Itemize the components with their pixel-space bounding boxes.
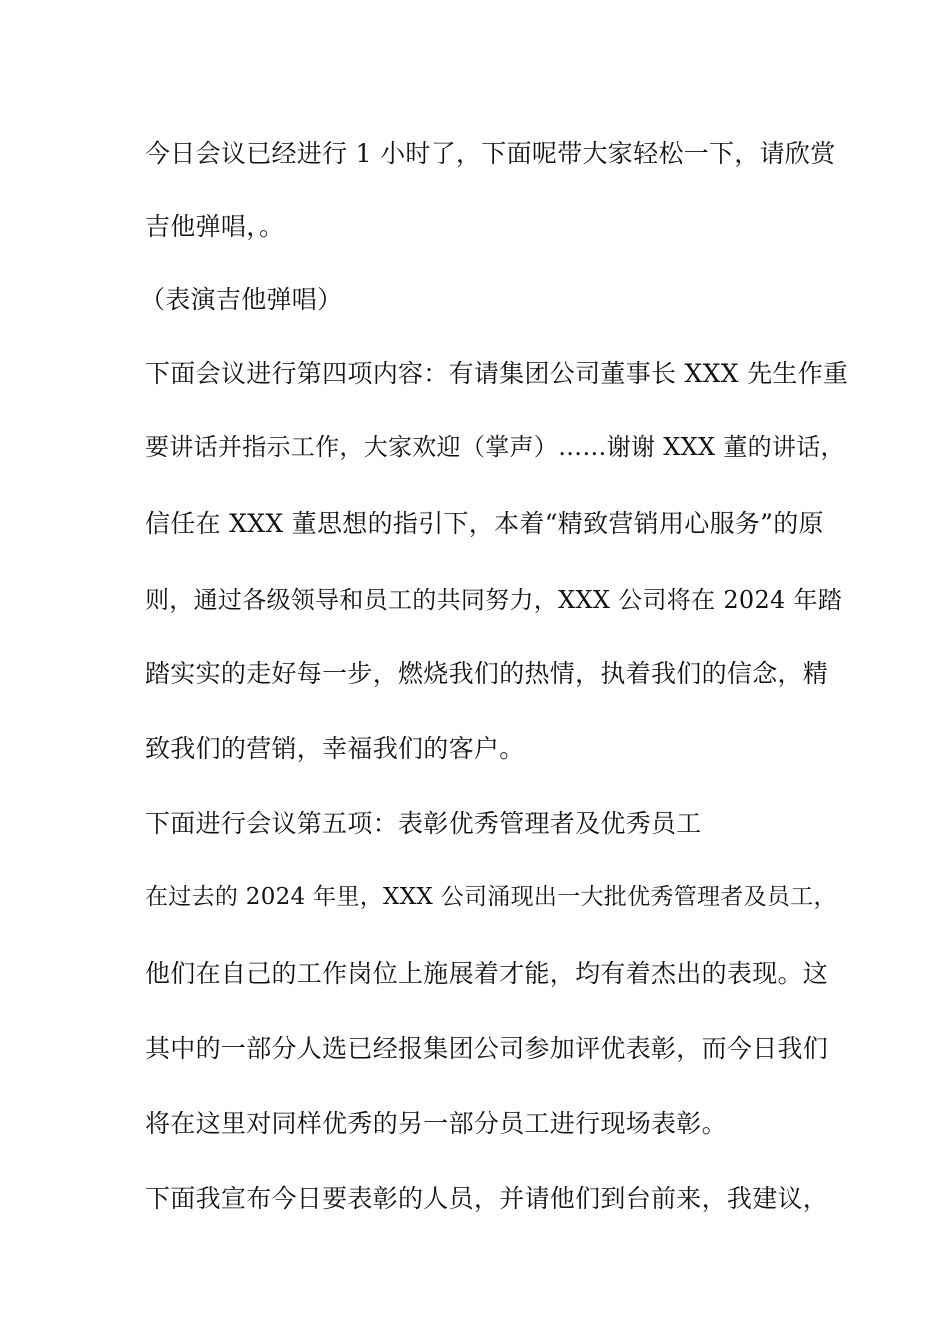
text-line-14: 将在这里对同样优秀的另一部分员工进行现场表彰。 bbox=[145, 1109, 727, 1138]
text-line-6: 信任在 XXX 董思想的指引下，本着“精致营销用心服务”的原 bbox=[145, 509, 824, 538]
text-line-13: 其中的一部分人选已经报集团公司参加评优表彰，而今日我们 bbox=[145, 1034, 829, 1063]
text-line-10: 下面进行会议第五项：表彰优秀管理者及优秀员工 bbox=[145, 809, 702, 838]
text-line-15: 下面我宣布今日要表彰的人员，并请他们到台前来，我建议， bbox=[145, 1184, 829, 1213]
text-line-9: 致我们的营销，幸福我们的客户。 bbox=[145, 734, 525, 763]
text-line-8: 踏实实的走好每一步，燃烧我们的热情，执着我们的信念，精 bbox=[145, 659, 829, 688]
text-line-2: 吉他弹唱，。 bbox=[145, 212, 285, 241]
text-line-5: 要讲话并指示工作，大家欢迎（掌声）……谢谢 XXX 董的讲话， bbox=[145, 433, 845, 461]
text-line-1: 今日会议已经进行 1 小时了，下面呢带大家轻松一下，请欣赏 bbox=[145, 139, 836, 168]
text-line-11: 在过去的 2024 年里，XXX 公司涌现出一大批优秀管理者及员工， bbox=[145, 884, 837, 910]
text-line-4: 下面会议进行第四项内容：有请集团公司董事长 XXX 先生作重 bbox=[145, 359, 849, 388]
text-line-3: （表演吉他弹唱） bbox=[140, 285, 343, 314]
text-line-12: 他们在自己的工作岗位上施展着才能，均有着杰出的表现。这 bbox=[145, 959, 829, 988]
text-line-7: 则，通过各级领导和员工的共同努力，XXX 公司将在 2024 年踏 bbox=[145, 586, 843, 614]
